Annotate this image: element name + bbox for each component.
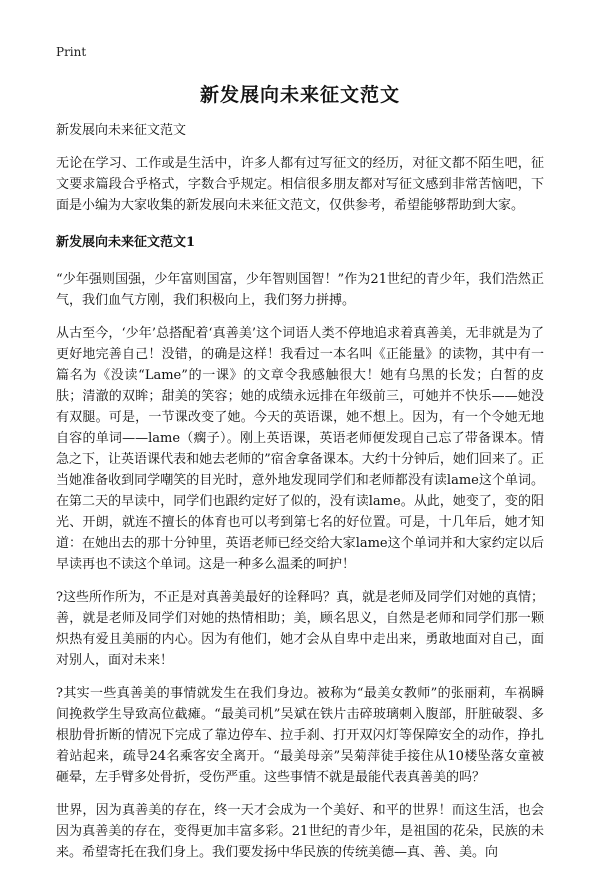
body-paragraph: 世界，因为真善美的存在，终一天才会成为一个美好、和平的世界！而这生活，也会因为真善美的存在，变得更加丰富多彩。21世纪的青少年，是祖国的花朵，民族的未来。希望寄托在我们身上。我们要发扬中华民族的传统美德—真、善、美。向 xyxy=(56,803,544,860)
subtitle: 新发展向未来征文范文 xyxy=(56,123,187,138)
section-heading: 新发展向未来征文范文1 xyxy=(56,235,196,250)
body-paragraph: “少年强则国强，少年富则国富，少年智则国智！”作为21世纪的青少年，我们浩然正气，我们血气方刚，我们积极向上，我们努力拼搏。 xyxy=(56,272,544,308)
page-title: 新发展向未来征文范文 xyxy=(199,84,400,106)
print-label[interactable]: Print xyxy=(56,45,87,59)
intro-paragraph: 无论在学习、工作或是生活中，许多人都有过写征文的经历，对征文都不陌生吧，征文要求篇段合乎格式，字数合乎规定。相信很多朋友都对写征文感到非常苦恼吧，下面是小编为大家收集的新发展向未来征文范文，仅供参考，希望能够帮助到大家。 xyxy=(56,156,544,213)
document-body xyxy=(56,120,544,875)
body-paragraph: ?这些所作所为，不正是对真善美最好的诠释吗？真，就是老师及同学们对她的真情；善，就是老师及同学们对她的热情相助；美，顾名思义，自然是老师和同学们那一颗炽热有爱且美丽的内心。因为有他们，她才会从自卑中走出来，勇敢地面对自己，面对别人，面对未来！ xyxy=(56,590,544,668)
body-paragraph: ?其实一些真善美的事情就发生在我们身边。被称为“最美女教师”的张丽莉，车祸瞬间挽救学生导致高位截瘫。“最美司机”吴斌在铁片击碎玻璃刺入腹部，肝脏破裂、多根肋骨折断的情况下完成了靠边停车、拉手刹、打开双闪灯等保障安全的动作，挣扎着站起来，疏导24名乘客安全离开。“最美母亲”吴菊萍徒手接住从10楼坠落女童被砸晕，左手臂多处骨折，受伤严重。这些事情不就是最能代表真善美的吗？ xyxy=(56,686,544,785)
body-paragraph: 从古至今，‘少年’总搭配着‘真善美’这个词语人类不停地追求着真善美，无非就是为了更好地完善自己！没错，的确是这样！我看过一本名叫《正能量》的读物，其中有一篇名为《没读“Lame”的一课》的文章令我感触很大！她有乌黑的长发；白皙的皮肤；清澈的双眸；甜美的笑容；她的成绩永远排在年级前三，可她并不快乐——她没有双腿。可是，一节课改变了她。今天的英语课，她不想上。因为，有一个令她无地自容的单词——lame（瘸子）。刚上英语课，英语老师便发现自己忘了带备课本。情急之下，让英语课代表和她去老师的”宿舍拿备课本。大约十分钟后，她们回来了。正当她准备收到同学嘲笑的目光时，意外地发现同学们和老师都没有读lame这个单词。在第二天的早读中，同学们也跟约定好了似的，没有读lame。从此，她变了，变的阳光、开朗，就连不擅长的体育也可以考到第七名的好位置。可是，十几年后，她才知道：在她出去的那十分钟里，英语老师已经交给大家lame这个单词并和大家约定以后早读再也不读这个单词。这是一种多么温柔的呵护！ xyxy=(56,326,544,572)
